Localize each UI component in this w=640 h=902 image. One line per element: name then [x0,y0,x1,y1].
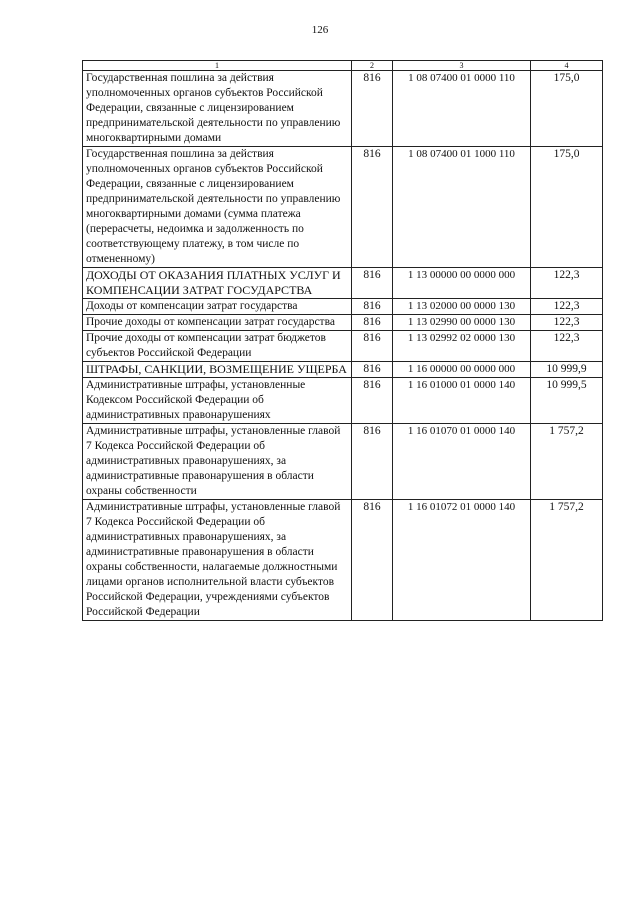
amount: 10 999,5 [531,378,603,424]
column-header-3: 3 [393,61,531,71]
amount: 1 757,2 [531,500,603,621]
table-row [83,147,603,268]
column-header-4: 4 [531,61,603,71]
table-row [83,331,603,362]
budget-code: 1 13 02000 00 0000 130 [393,299,531,315]
admin-code: 816 [352,500,393,621]
table-row [83,362,603,378]
budget-code: 1 16 01072 01 0000 140 [393,500,531,621]
amount: 122,3 [531,331,603,362]
budget-code: 1 16 01070 01 0000 140 [393,424,531,500]
table-row [83,268,603,299]
amount: 1 757,2 [531,424,603,500]
column-header-2: 2 [352,61,393,71]
revenue-name: Доходы от компенсации затрат государства [83,299,352,315]
amount: 122,3 [531,268,603,299]
amount: 175,0 [531,71,603,147]
revenue-table [82,60,603,621]
budget-code: 1 16 00000 00 0000 000 [393,362,531,378]
admin-code: 816 [352,315,393,331]
budget-code: 1 16 01000 01 0000 140 [393,378,531,424]
amount: 122,3 [531,315,603,331]
table-header-row [83,61,603,71]
admin-code: 816 [352,299,393,315]
amount: 122,3 [531,299,603,315]
revenue-name: Административные штрафы, установленные главой 7 Кодекса Российской Федерации об административных правонарушениях, за административные правонарушения в области охраны собственности [83,424,352,500]
revenue-name: Государственная пошлина за действия уполномоченных органов субъектов Российской Федерации, связанные с лицензированием предпринимательской деятельности по управлению многоквартирными домами (сумма платежа (перерасчеты, недоимка и задолженность по соответствующему платежу, в том числе по отмененному) [83,147,352,268]
table-row [83,378,603,424]
revenue-name: Прочие доходы от компенсации затрат государства [83,315,352,331]
budget-code: 1 08 07400 01 1000 110 [393,147,531,268]
budget-code: 1 13 02992 02 0000 130 [393,331,531,362]
table-row [83,424,603,500]
admin-code: 816 [352,268,393,299]
budget-code: 1 13 00000 00 0000 000 [393,268,531,299]
page-number: 126 [311,24,329,36]
revenue-name: ШТРАФЫ, САНКЦИИ, ВОЗМЕЩЕНИЕ УЩЕРБА [83,362,352,378]
amount: 10 999,9 [531,362,603,378]
amount: 175,0 [531,147,603,268]
revenue-name: Административные штрафы, установленные главой 7 Кодекса Российской Федерации об административных правонарушениях, за административные правонарушения в области охраны собственности, налагаемые должностными лицами органов исполнительной власти субъектов Российской Федерации, учреждениями субъектов Российской Федерации [83,500,352,621]
revenue-name: Административные штрафы, установленные Кодексом Российской Федерации об административных правонарушениях [83,378,352,424]
revenue-name: ДОХОДЫ ОТ ОКАЗАНИЯ ПЛАТНЫХ УСЛУГ И КОМПЕНСАЦИИ ЗАТРАТ ГОСУДАРСТВА [83,268,352,299]
table-row [83,500,603,621]
admin-code: 816 [352,424,393,500]
admin-code: 816 [352,331,393,362]
budget-code: 1 13 02990 00 0000 130 [393,315,531,331]
admin-code: 816 [352,71,393,147]
admin-code: 816 [352,362,393,378]
admin-code: 816 [352,147,393,268]
table-row [83,299,603,315]
column-header-1: 1 [83,61,352,71]
table-row [83,71,603,147]
table-row [83,315,603,331]
admin-code: 816 [352,378,393,424]
revenue-name: Прочие доходы от компенсации затрат бюджетов субъектов Российской Федерации [83,331,352,362]
budget-code: 1 08 07400 01 0000 110 [393,71,531,147]
revenue-name: Государственная пошлина за действия уполномоченных органов субъектов Российской Федерации, связанные с лицензированием предпринимательской деятельности по управлению многоквартирными домами [83,71,352,147]
